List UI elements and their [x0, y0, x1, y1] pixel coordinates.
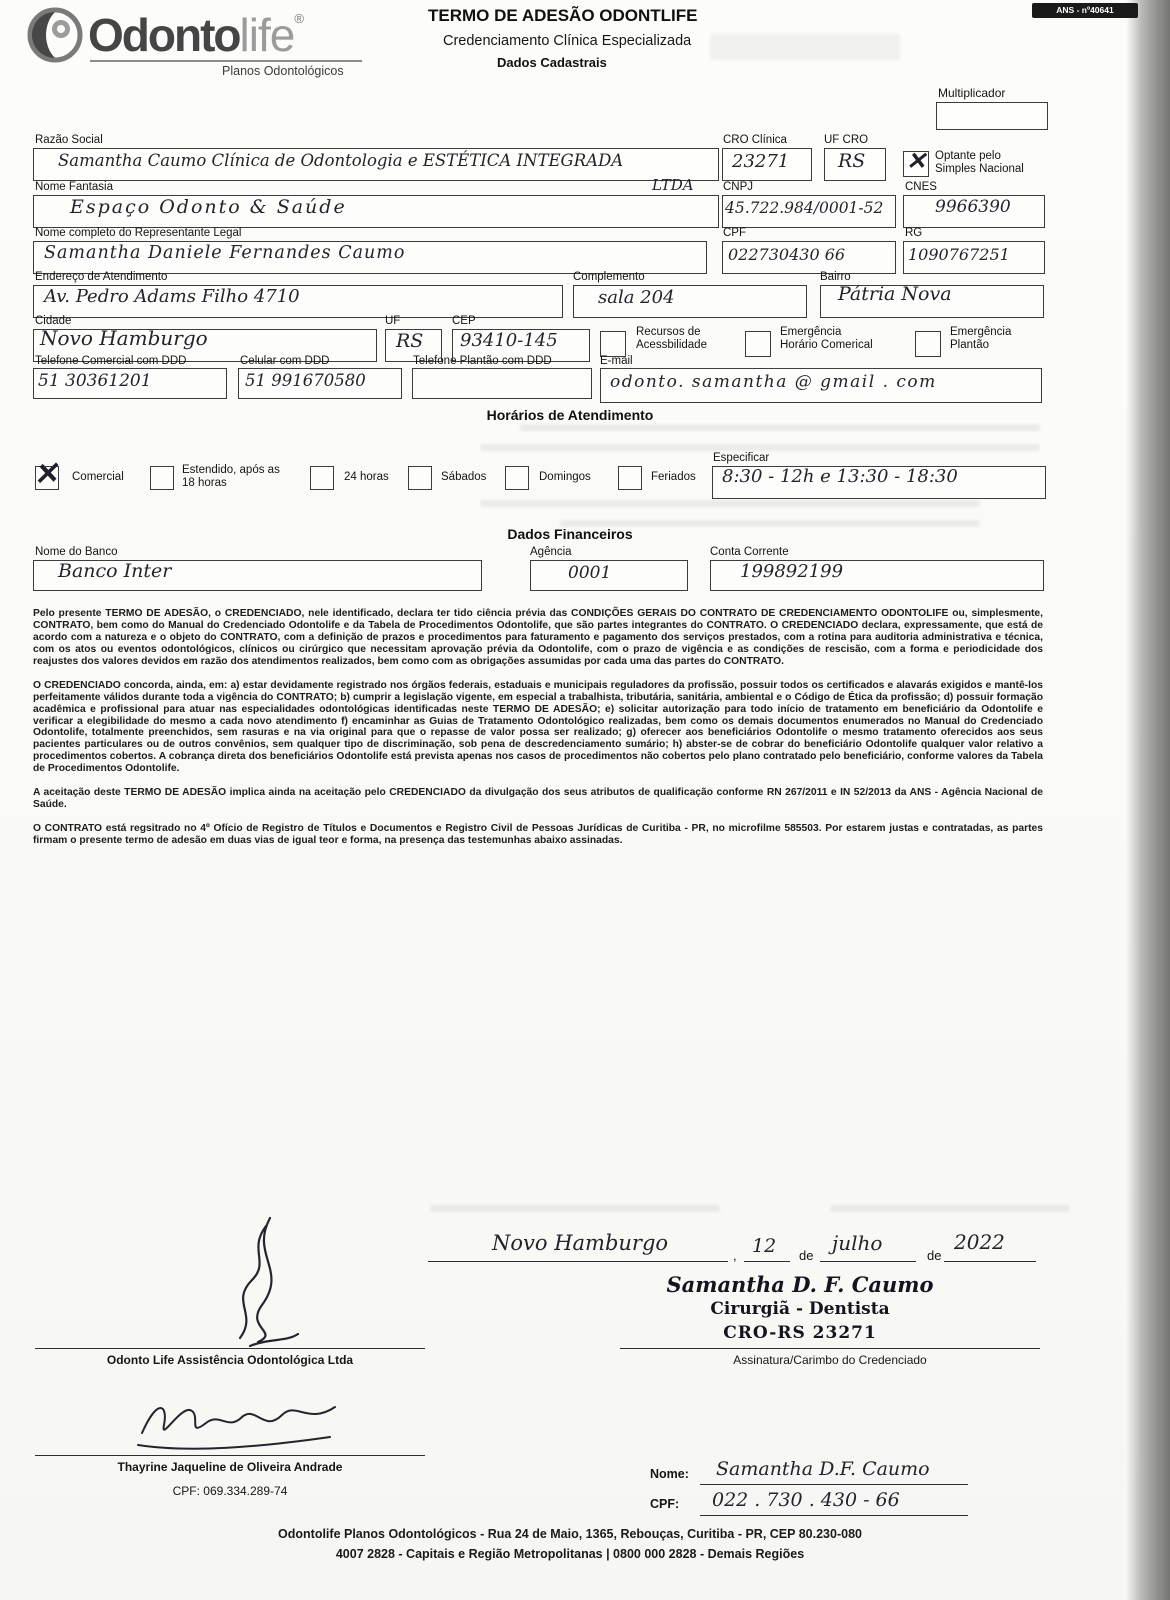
- logo-underline: [90, 60, 362, 62]
- date-city-value: Novo Hamburgo: [492, 1231, 669, 1255]
- razao-social-label: Razão Social: [35, 134, 103, 146]
- feriados-label: Feriados: [651, 471, 696, 483]
- credenciado-signature-label: Assinatura/Carimbo do Credenciado: [733, 1353, 927, 1367]
- representante-label: Nome completo do Representante Legal: [35, 227, 242, 239]
- form-subtitle: Credenciamento Clínica Especializada: [443, 33, 692, 49]
- cep-label: CEP: [452, 315, 476, 327]
- nome-fantasia-value: Espaço Odonto & Saúde: [70, 196, 347, 218]
- registered-mark: ®: [294, 11, 304, 26]
- banco-value: Banco Inter: [58, 560, 172, 582]
- bleedthrough-artifact: [710, 34, 900, 60]
- agencia-value: 0001: [568, 563, 612, 583]
- date-comma: ,: [733, 1248, 737, 1263]
- telefone-comercial-label: Telefone Comercial com DDD: [35, 355, 187, 367]
- scan-edge-shadow: [1126, 0, 1170, 1600]
- cep-value: 93410-145: [460, 330, 558, 351]
- multiplicador-label: Multiplicador: [938, 86, 1006, 100]
- estendido-label2: 18 horas: [182, 477, 227, 489]
- date-de1: de: [799, 1248, 814, 1263]
- section-horarios-title: Horários de Atendimento: [486, 407, 654, 423]
- testemunha-signature-scribble: [130, 1385, 350, 1465]
- recursos-acessibilidade-label: Recursos de: [636, 326, 701, 338]
- nome-line: [700, 1484, 968, 1485]
- date-de2: de: [927, 1248, 942, 1263]
- form-title: TERMO DE ADESÃO ODONTLIFE: [428, 6, 698, 25]
- recursos-acessibilidade-label2: Acessbilidade: [636, 339, 707, 351]
- celular-value: 51 991670580: [245, 371, 366, 390]
- testemunha-signature-line: [35, 1455, 425, 1456]
- comercial-checkmark: ✕: [31, 455, 60, 494]
- estendido-checkbox: [150, 466, 174, 490]
- endereco-label: Endereço de Atendimento: [35, 271, 168, 283]
- credenciado-signature-line: [620, 1348, 1040, 1349]
- especificar-value: 8:30 - 12h e 13:30 - 18:30: [722, 466, 958, 487]
- logo-word-light: life: [239, 9, 295, 61]
- bleedthrough-artifact: [520, 424, 1040, 431]
- cnpj-label: CNPJ: [723, 181, 754, 193]
- legal-paragraph-3: A aceitação deste TERMO DE ADESÃO implica ainda na aceitação pelo CREDENCIADO da divulgação dos seus atributos de qualificação conforme RN 267/2011 e IN 52/2013 da ANS - Agência Nacional de Saúde.: [33, 787, 1043, 811]
- bleedthrough-artifact: [830, 1205, 1070, 1212]
- conta-corrente-label: Conta Corrente: [710, 546, 789, 558]
- cpf-sign-label: CPF:: [650, 1497, 680, 1511]
- estendido-label: Estendido, após as: [182, 464, 280, 476]
- date-year-line: [944, 1261, 1036, 1262]
- representante-value: Samantha Daniele Fernandes Caumo: [44, 243, 406, 263]
- footer-address: Odontolife Planos Odontológicos - Rua 24 de Maio, 1365, Rebouças, Curitiba - PR, CEP 80.230-080: [278, 1527, 862, 1541]
- telefone-comercial-value: 51 30361201: [38, 371, 152, 391]
- cro-clinica-value: 23271: [732, 151, 790, 172]
- legal-terms: [33, 608, 1043, 859]
- bleedthrough-artifact: [480, 444, 1040, 451]
- sabados-checkbox: [408, 466, 432, 490]
- complemento-value: sala 204: [598, 287, 675, 308]
- cpf-value: 022730430 66: [728, 245, 846, 264]
- emergencia-horario-label: Emergência: [780, 326, 842, 338]
- odontolife-logo-wordmark: [88, 8, 304, 62]
- especificar-label: Especificar: [713, 452, 770, 464]
- section-dados-cadastrais: Dados Cadastrais: [497, 55, 607, 70]
- bleedthrough-artifact: [430, 1205, 720, 1212]
- emergencia-horario-checkbox: [745, 331, 771, 357]
- logo-word-bold: Odonto: [88, 9, 240, 61]
- date-city-line: [428, 1261, 728, 1262]
- multiplicador-field: [936, 102, 1048, 130]
- 24-horas-label: 24 horas: [344, 471, 389, 483]
- odontolife-logo-icon: [26, 6, 86, 66]
- emergencia-plantao-label2: Plantão: [950, 339, 990, 351]
- cro-clinica-label: CRO Clínica: [723, 134, 787, 146]
- empresa-signature-label: Odonto Life Assistência Odontológica Ltda: [106, 1353, 354, 1367]
- stamp-role: Cirurgiã - Dentista: [710, 1299, 890, 1319]
- rg-label: RG: [905, 227, 923, 239]
- uf-label: UF: [385, 315, 401, 327]
- uf-cro-value: RS: [838, 150, 866, 172]
- date-day-line: [744, 1261, 790, 1262]
- date-month-value: julho: [832, 1231, 883, 1255]
- telefone-plantao-field: [412, 368, 592, 399]
- date-month-line: [820, 1261, 916, 1262]
- cpf-line: [700, 1515, 968, 1516]
- complemento-label: Complemento: [573, 271, 645, 283]
- odontolife-signature-scribble: [200, 1210, 320, 1355]
- razao-social-suffix: LTDA: [652, 176, 694, 194]
- date-day-value: 12: [752, 1235, 777, 1257]
- ans-registry-badge: ANS - nº40641: [1032, 3, 1138, 18]
- 24-horas-checkbox: [310, 466, 334, 490]
- emergencia-plantao-label: Emergência: [950, 326, 1012, 338]
- bleedthrough-artifact: [480, 500, 980, 507]
- domingos-label: Domingos: [539, 471, 591, 483]
- nome-fantasia-label: Nome Fantasia: [35, 181, 113, 193]
- telefone-plantao-label: Telefone Plantão com DDD: [413, 355, 552, 367]
- testemunha-cpf-label: CPF: 069.334.289-74: [172, 1484, 288, 1498]
- simples-nacional-label2: Simples Nacional: [935, 163, 1024, 175]
- uf-value: RS: [396, 330, 424, 352]
- razao-social-value: Samantha Caumo Clínica de Odontologia e ESTÉTICA INTEGRADA: [58, 151, 624, 170]
- banco-label: Nome do Banco: [35, 546, 118, 558]
- bairro-label: Bairro: [820, 271, 851, 283]
- legal-paragraph-1: Pelo presente TERMO DE ADESÃO, o CREDENCIADO, nele identificado, declara ter tido ciência prévia das CONDIÇÕES GERAIS DO CONTRATO DE CREDENCIAMENTO ODONTOLIFE ou, simplesmente, CONTRATO, bem como do Manual do Credenciado Odontolife e da Tabela de Procedimentos Odontolife, que são partes integrantes do CONTRATO. O CREDENCIADO declara, expressamente, que está de acordo com a natureza e o objeto do CONTRATO, com a definição de prazos e procedimentos para faturamento e pagamento dos serviços prestados, com a rotina para auditoria administrativa e técnica, com os atos ou eventos odontológicos, clínicos ou cirúrgico que necessitam aprovação prévia da Odontolife, com o prazo de vigência e as condições de rescisão, com a forma e periodicidade dos reajustes dos valores devidos em razão dos atendimentos realizados, bem como com as obrigações assumidas por cada uma das partes do CONTRATO.: [33, 608, 1043, 667]
- celular-label: Celular com DDD: [240, 355, 330, 367]
- testemunha-name-label: Thayrine Jaqueline de Oliveira Andrade: [117, 1460, 343, 1474]
- footer-phones: 4007 2828 - Capitais e Região Metropolitanas | 0800 000 2828 - Demais Regiões: [335, 1547, 805, 1561]
- emergencia-plantao-checkbox: [915, 331, 941, 357]
- cnpj-value: 45.722.984/0001-52: [725, 199, 884, 217]
- legal-paragraph-4: O CONTRATO está regsitrado no 4º Ofício de Registro de Títulos e Documentos e Registro Civil de Pessoas Jurídicas de Curitiba - PR, no microfilme 585503. Por estarem justas e contratadas, as partes firmam o presente termo de adesão em duas vias de igual teor e forma, na presença das testemunhas abaixo assinadas.: [33, 823, 1043, 846]
- nome-handwritten-value: Samantha D.F. Caumo: [716, 1458, 930, 1480]
- domingos-checkbox: [505, 466, 529, 490]
- uf-cro-label: UF CRO: [824, 134, 869, 146]
- date-year-value: 2022: [954, 1230, 1005, 1254]
- emergencia-horario-label2: Horário Comerical: [780, 339, 873, 351]
- cnes-label: CNES: [905, 181, 937, 193]
- section-financeiro-title: Dados Financeiros: [507, 526, 633, 542]
- bairro-value: Pátria Nova: [838, 283, 952, 305]
- legal-paragraph-2: O CREDENCIADO concorda, ainda, em: a) estar devidamente registrado nos órgãos federais, estaduais e municipais reguladores da profissão, possuir todos os certificados e alavarás exigidos e mantê-los perfeitamente válidos durante toda a vigência do CONTRATO; b) cumprir a legislação vigente, em especial a trabalhista, tributária, sanitária, ambiental e o Código de Ética da profissão; d) possuir formação acadêmica e profissional para atuar nas especialidades odontológicas identificadas neste TERMO DE ADESÃO; e) solicitar autorização para todo início de tratamento em beneficiário da Odontolife e verificar a elegibilidade do mesmo a cada novo atendimento f) encaminhar as Guias de Tratamento Odontológico realizadas, bem como os demais documentos enumerados no Manual do Credenciado Odontolife, totalmente preenchidos, sem rasuras e na via original para que o repasse de valor possa ser realizado; g) oferecer aos beneficiários Odontolife o mesmo tratamento oferecidos aos seus pacientes particulares ou de outros convênios, sem qualquer tipo de discriminação, sob pena de descredenciamento sumário; h) abster-se de cobrar do beneficiário Odontolife qualquer valor relativo a procedimentos cobertos. A cobrança direta dos beneficiários Odontolife está prevista apenas nos casos de procedimentos não cobertos pelo plano contratado pelo beneficiário, conforme valores da Tabela de Procedimentos Odontolife.: [33, 679, 1043, 775]
- sabados-label: Sábados: [441, 471, 487, 483]
- stamp-cro: CRO-RS 23271: [723, 1323, 877, 1343]
- email-label: E-mail: [600, 355, 633, 367]
- recursos-acessibilidade-checkbox: [600, 331, 626, 357]
- stamp-name: Samantha D. F. Caumo: [666, 1272, 934, 1297]
- endereco-value: Av. Pedro Adams Filho 4710: [44, 286, 300, 307]
- cnes-value: 9966390: [935, 197, 1011, 217]
- comercial-label: Comercial: [72, 471, 124, 483]
- email-value: odonto. samantha @ gmail . com: [610, 372, 937, 392]
- simples-nacional-checkmark: ✕: [906, 146, 927, 175]
- nome-label: Nome:: [650, 1467, 689, 1481]
- cpf-handwritten-value: 022 . 730 . 430 - 66: [712, 1489, 900, 1511]
- feriados-checkbox: [618, 466, 642, 490]
- rg-value: 1090767251: [908, 245, 1010, 264]
- cidade-label: Cidade: [35, 315, 72, 327]
- cidade-value: Novo Hamburgo: [40, 326, 208, 350]
- simples-nacional-label: Optante pelo: [935, 150, 1001, 162]
- cpf-label: CPF: [723, 227, 746, 239]
- conta-corrente-value: 199892199: [740, 561, 844, 582]
- logo-tagline: Planos Odontológicos: [222, 64, 344, 78]
- empresa-signature-line: [35, 1348, 425, 1349]
- agencia-label: Agência: [530, 546, 572, 558]
